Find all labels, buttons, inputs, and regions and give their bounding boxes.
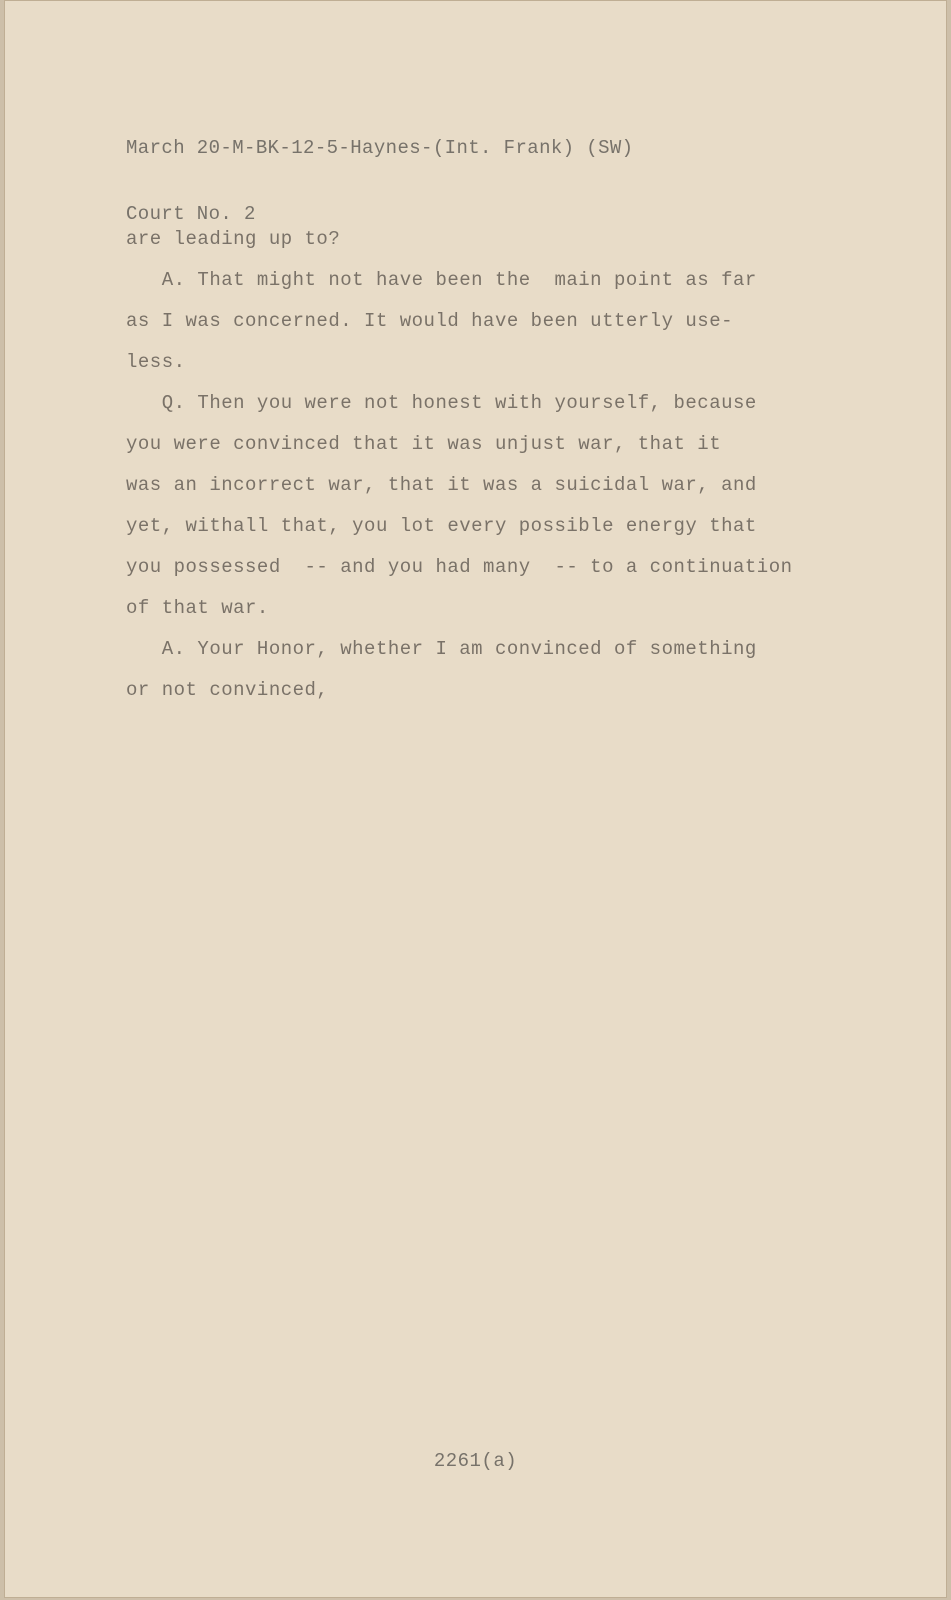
transcript-line: yet, withall that, you lot every possible energy that	[126, 515, 757, 537]
header-court-line: Court No. 2	[126, 203, 256, 225]
transcript-line: A. That might not have been the main point as far	[126, 269, 757, 291]
transcript-line: you possessed -- and you had many -- to a continuation	[126, 556, 793, 578]
transcript-line: less.	[126, 351, 186, 373]
transcript-body	[126, 219, 846, 711]
transcript-line: of that war.	[126, 597, 269, 619]
transcript-line: Q. Then you were not honest with yourself, because	[126, 392, 757, 414]
transcript-line: A. Your Honor, whether I am convinced of something	[126, 638, 757, 660]
transcript-line: you were convinced that it was unjust war, that it	[126, 433, 722, 455]
transcript-line: as I was concerned. It would have been utterly use-	[126, 310, 733, 332]
document-page	[4, 0, 947, 1598]
transcript-line: are leading up to?	[126, 228, 341, 250]
transcript-line: was an incorrect war, that it was a suicidal war, and	[126, 474, 757, 496]
page-number: 2261(a)	[433, 1450, 518, 1472]
header-reference-line: March 20-M-BK-12-5-Haynes-(Int. Frank) (SW)	[126, 137, 634, 159]
transcript-line: or not convinced,	[126, 679, 329, 701]
